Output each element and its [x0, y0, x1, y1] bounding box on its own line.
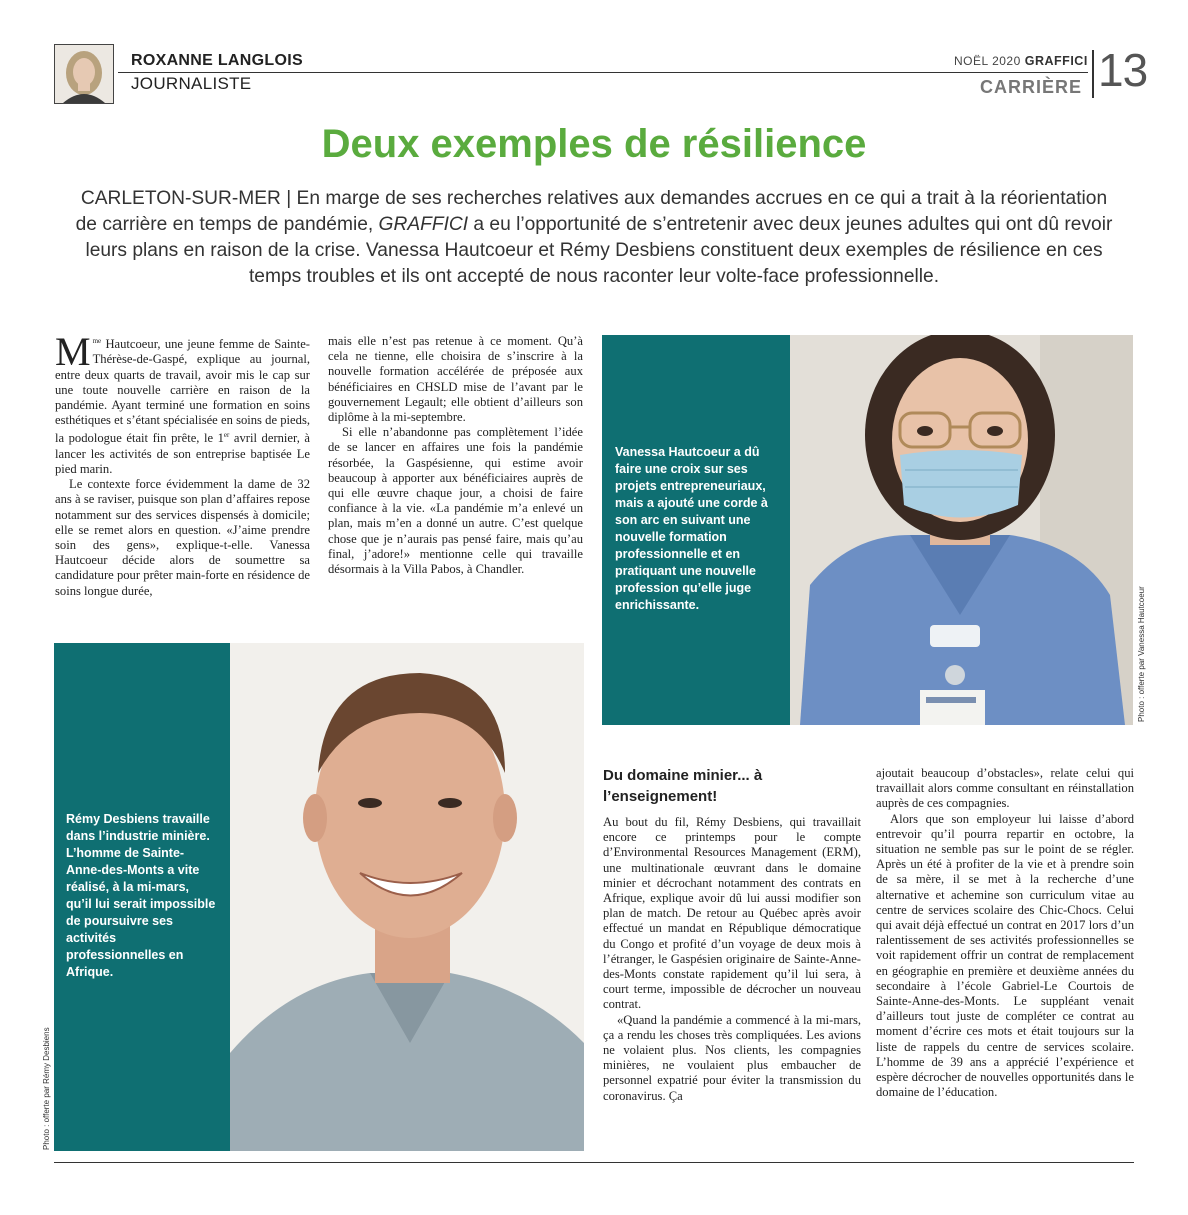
- intro-publication-italic: GRAFFICI: [378, 214, 469, 235]
- paragraph: [55, 329, 310, 477]
- author-name: ROXANNE LANGLOIS: [131, 52, 303, 69]
- paragraph: Au bout du fil, Rémy Desbiens, qui travaillait encore ce printemps pour le compte d’Environmental Resources Management (ERM), une multinationale œuvrant dans le domaine minier et décrochant notamment des contrats en Afrique, explique avoir dû lui aussi modifier son plan de match. De retour au Québec après avoir effectué un mandat en République démocratique du Congo et profité d’un voyage de deux mois à l’étranger, le Gaspésien originaire de Sainte-Anne-des-Monts constate rapidement qu’il lui sera, à court terme, impossible de décrocher un nouveau contrat.: [603, 815, 861, 1012]
- paragraph-text: avril dernier, à lancer les activités de son entreprise baptisée Le pied marin.: [55, 431, 310, 476]
- body-column-1: [55, 329, 310, 599]
- issue-label: [954, 54, 1088, 68]
- paragraph: Alors que son employeur lui laisse d’abord entrevoir qu’il pourra repartir en octobre, la situation ne semble pas sur le point de se régler. Après un été à profiter de la vie et à prendre soin de sa mère, il se met à la recherche d’une alternative et achemine son curriculum vitae au centre de services scolaire des Chic-Chocs. Celui qui avait déjà effectué un contrat en 2017 lors d’un ralentissement de ses activités professionnelles se voit rapidement offrir un contrat de remplacement en géographie en première et deuxième années du secondaire à l’école Gabriel-Le Courtois de Sainte-Anne-des-Monts. Le suppléant venait d’ailleurs tout juste de compléter ce contrat au moment d’écrire ces mots et était toujours sur la liste de rappels du centre de services scolaire. L’homme de 39 ans a apprécié l’expérience et espère décrocher de nouvelles opportunités dans le domaine de l’éducation.: [876, 811, 1134, 1100]
- article-title: Deux exemples de résilience: [321, 122, 867, 166]
- author-role: JOURNALISTE: [131, 74, 252, 93]
- section-subheading: Du domaine minier... à l’enseignement!: [603, 767, 763, 805]
- dropcap-superscript: me: [92, 337, 102, 345]
- photo-remy: [230, 643, 584, 1151]
- superscript: er: [223, 431, 230, 440]
- author-avatar: [54, 44, 114, 104]
- intro-text-continued: a eu l’opportunité de s’entretenir avec deux jeunes adultes qui ont dû revoir leurs plans en raison de la crise. Vanessa Hautcoeur et Rémy Desbiens constituent deux exemples de résilience en ces temps troubles et ils ont accepté de nous raconter leur volte-face professionnelle.: [85, 214, 1113, 287]
- photo-caption-vanessa: Vanessa Hautcoeur a dû faire une croix sur ses projets entrepreneuriaux, mais a ajouté une corde à son arc en suivant une nouvelle formation professionnelle et en pratiquant une nouvelle profession qu’elle juge enrichissante.: [615, 445, 768, 612]
- body-column-2: [328, 334, 583, 577]
- issue-date: NOËL 2020: [954, 54, 1021, 68]
- paragraph: ajoutait beaucoup d’obstacles», relate celui qui travaillait alors comme consultant en réinstallation auprès de ces compagnies.: [876, 766, 1134, 811]
- drop-cap: M: [55, 329, 91, 374]
- article-intro: [70, 186, 1118, 290]
- photo-caption-remy: Rémy Desbiens travaille dans l’industrie minière. L’homme de Sainte-Anne-des-Monts a vite réalisé, à la mi-mars, qu’il lui serait impossible de poursuivre ses activités professionnelles en Afrique.: [66, 812, 216, 979]
- page-number: 13: [1098, 44, 1148, 96]
- vanessa-portrait-image: [790, 335, 1133, 725]
- remy-portrait-image: [230, 643, 584, 1151]
- paragraph-text: Hautcoeur, une jeune femme de Sainte-Thérèse-de-Gaspé, explique au journal, entre deux quarts de travail, avoir mis le cap sur une toute nouvelle carrière en raison de la pandémie. Ayant terminé une formation en soins esthétiques et s’étant spécialisée en soins de pieds, la podologue était fin prête, le 1: [55, 337, 310, 446]
- photo-credit-vanessa: Photo : offerte par Vanessa Hautcoeur: [1137, 586, 1146, 722]
- photo-credit-remy: Photo : offerte par Rémy Desbiens: [42, 1027, 51, 1150]
- author-portrait-image: [55, 45, 113, 103]
- header-vertical-rule: [1092, 50, 1094, 98]
- footer-rule: [54, 1162, 1134, 1163]
- publication-name: GRAFFICI: [1024, 54, 1088, 68]
- body-column-3: [603, 815, 861, 1104]
- intro-text: CARLETON-SUR-MER | En marge de ses recherches relatives aux demandes accrues en ce qui a trait à la réorientation de carrière en temps de pandémie,: [75, 188, 1108, 235]
- paragraph: Le contexte force évidemment la dame de 32 ans à se raviser, puisque son plan d’affaires repose notamment sur des services dispensés à domicile; elle se remet alors en question. «J’aime prendre soin des gens», explique-t-elle. Vanessa Hautcoeur décide alors de soumettre sa candidature pour prêter main-forte en résidence de soins longue durée,: [55, 477, 310, 598]
- section-label: CARRIÈRE: [980, 77, 1083, 97]
- paragraph: Si elle n’abandonne pas complètement l’idée de se lancer en affaires une fois la pandémie résorbée, la Gaspésienne, qui estime avoir beaucoup à apporter aux bénéficiaires auprès de qui elle œuvre chaque jour, a choisi de faire confiance à la vie. «La pandémie m’a enlevé un plan, mais m’en a donné un autre. C’est quelque chose que je n’aurais pas pensé faire, mais qu’au final, j’adore!» mentionne celle qui travaille désormais à la Villa Pabos, à Chandler.: [328, 425, 583, 577]
- paragraph: «Quand la pandémie a commencé à la mi-mars, ça a rendu les choses très compliquées. Les avions ne volaient plus. Nos clients, les compagnies minières, ne voulaient plus embaucher de personnel expatrié pour éviter la transmission du coronavirus. Ça: [603, 1012, 861, 1103]
- header-rule: [118, 72, 1088, 73]
- body-column-4: [876, 766, 1134, 1100]
- photo-vanessa: [790, 335, 1133, 725]
- paragraph: mais elle n’est pas retenue à ce moment. Qu’à cela ne tienne, elle choisira de s’inscrire à la nouvelle formation accélérée de préposée aux bénéficiaires en CHSLD mise de l’avant par le gouvernement Legault; elle obtient d’ailleurs son diplôme à la mi-septembre.: [328, 334, 583, 425]
